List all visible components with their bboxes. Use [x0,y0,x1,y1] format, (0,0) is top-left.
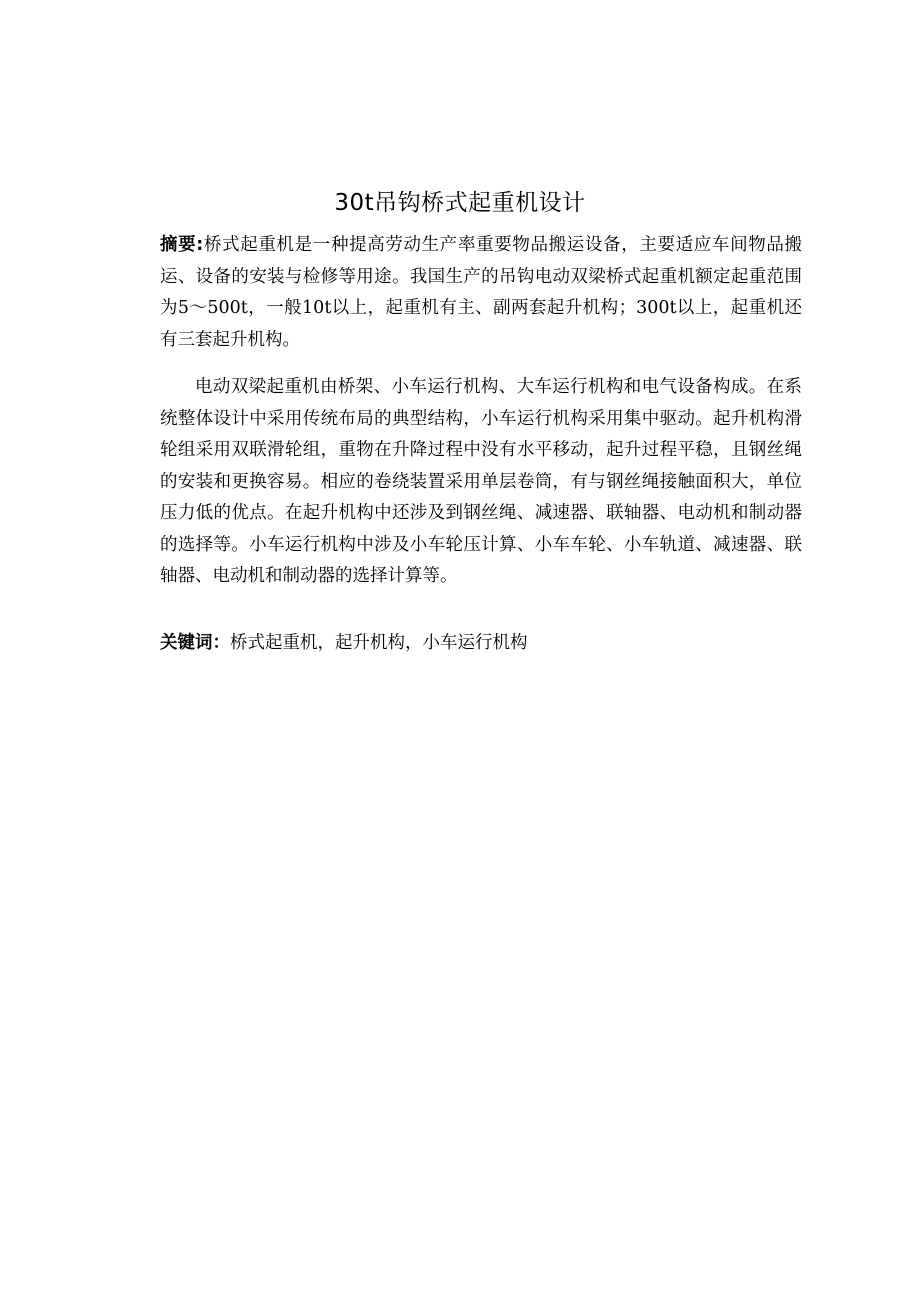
keywords-text: 桥式起重机，起升机构，小车运行机构 [230,633,528,653]
body-paragraph: 电动双梁起重机由桥架、小车运行机构、大车运行机构和电气设备构成。在系统整体设计中采用传统布局的典型结构，小车运行机构采用集中驱动。起升机构滑轮组采用双联滑轮组，重物在升降过程中没有水平移动，起升过程平稳，且钢丝绳的安装和更换容易。相应的卷绕装置采用单层卷筒，有与钢丝绳接触面积大，单位压力低的优点。在起升机构中还涉及到钢丝绳、减速器、联轴器、电动机和制动器的选择等。小车运行机构中涉及小车轮压计算、小车车轮、小车轨道、减速器、联轴器、电动机和制动器的选择计算等。 [160,377,802,586]
abstract-text: 桥式起重机是一种提高劳动生产率重要物品搬运设备，主要适应车间物品搬运、设备的安装与检修等用途。我国生产的吊钩电动双梁桥式起重机额定起重范围为5～500t，一般10t以上，起重机有主、副两套起升机构；300t以上，起重机还有三套起升机构。 [160,235,803,350]
keywords-label: 关键词： [160,633,230,653]
abstract-paragraph [160,230,802,356]
keywords-line [160,628,802,660]
abstract-label: 摘要: [160,235,204,255]
page-title: 30t吊钩桥式起重机设计 [334,190,586,217]
